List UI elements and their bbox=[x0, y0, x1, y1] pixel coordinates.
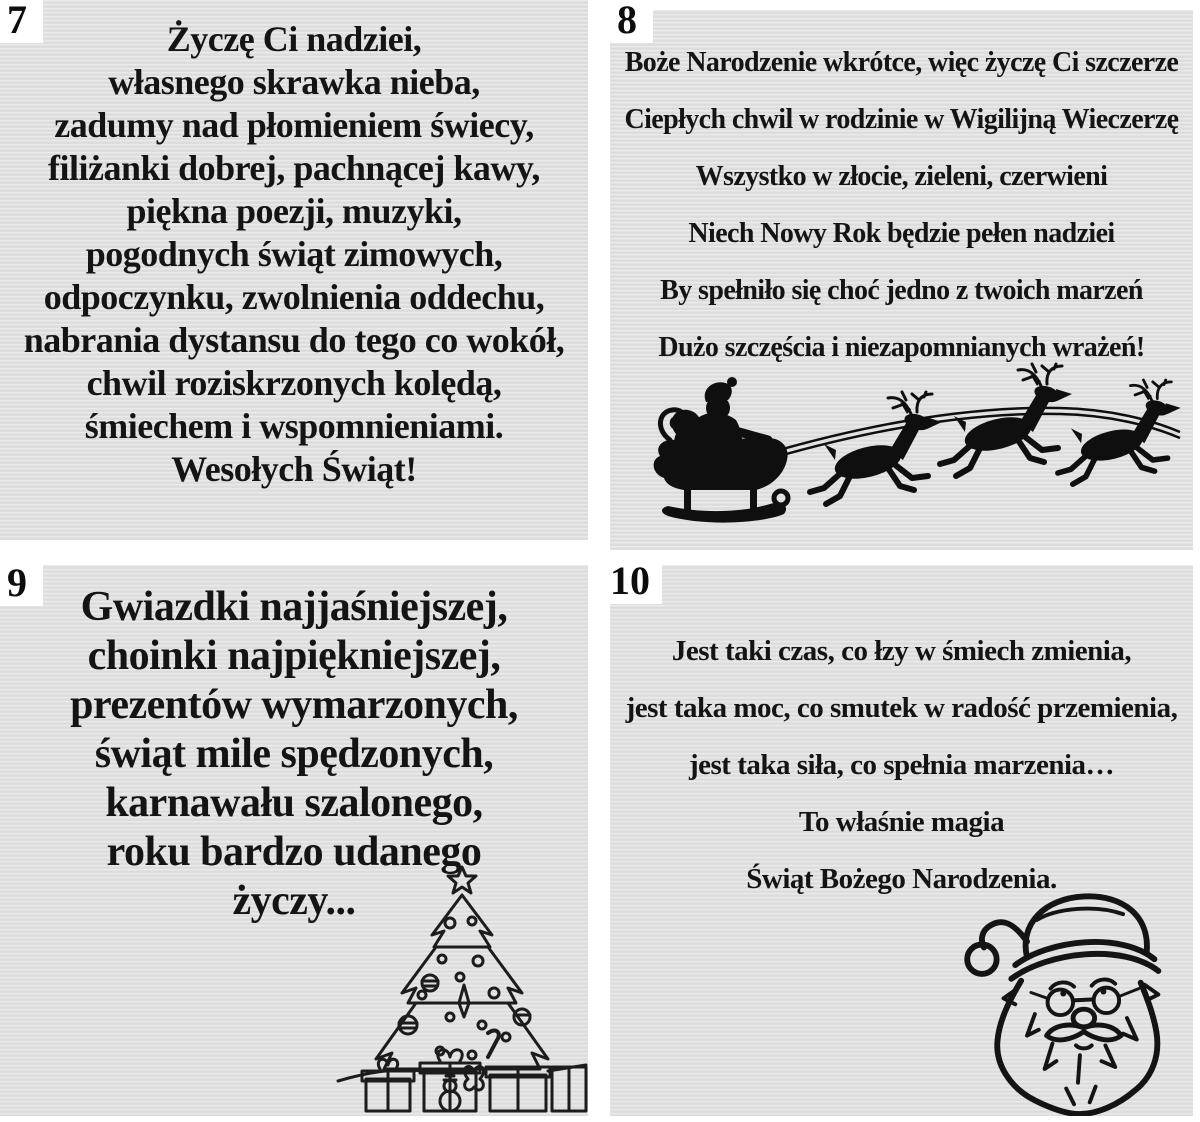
poem-line: zadumy nad płomieniem świecy, bbox=[54, 105, 534, 145]
poem-line: Świąt Bożego Narodzenia. bbox=[746, 863, 1057, 895]
card-number-9: 9 bbox=[0, 563, 43, 606]
santa-head-icon bbox=[956, 871, 1196, 1116]
poem-line: własnego skrawka nieba, bbox=[108, 62, 480, 102]
poem-line: świąt mile spędzonych, bbox=[94, 731, 494, 777]
card-number-8: 8 bbox=[610, 0, 653, 43]
card-number-10: 10 bbox=[603, 561, 662, 604]
poem-line: Wesołych Świąt! bbox=[171, 449, 417, 489]
poem-line: filiżanki dobrej, pachnącej kawy, bbox=[48, 148, 540, 188]
poem-line: Życzę Ci nadziei, bbox=[166, 19, 422, 59]
poem-line: Wszystko w złocie, zieleni, czerwieni bbox=[695, 161, 1108, 192]
poem-line: jest taka siła, co spełnia marzenia… bbox=[688, 749, 1114, 781]
poem-line: śmiechem i wspomnieniami. bbox=[84, 406, 504, 446]
wish-card-9 bbox=[0, 565, 588, 1116]
poem-line: jest taka moc, co smutek w radość przemienia, bbox=[625, 692, 1178, 724]
poem-line: Ciepłych chwil w rodzinie w Wigilijną Wieczerzę bbox=[624, 104, 1179, 135]
poem-line: życzy... bbox=[232, 878, 356, 924]
poem-line: Gwiazdki najjaśniejszej, bbox=[80, 584, 508, 630]
poem-text bbox=[0, 0, 588, 491]
poem-line: Jest taki czas, co łzy w śmiech zmienia, bbox=[671, 635, 1132, 667]
poem-line: Dużo szczęścia i niezapomnianych wrażeń! bbox=[658, 332, 1145, 363]
poem-text bbox=[610, 10, 1193, 376]
wish-card-8 bbox=[610, 10, 1193, 550]
poem-line: pogodnych świąt zimowych, bbox=[85, 234, 503, 274]
christmas-tree-icon bbox=[332, 865, 592, 1115]
poem-line: Niech Nowy Rok będzie pełen nadziei bbox=[688, 218, 1115, 249]
poem-line: Boże Narodzenie wkrótce, więc życzę Ci szczerze bbox=[624, 47, 1179, 78]
poem-line: By spełniło się choć jedno z twoich marzeń bbox=[660, 275, 1143, 306]
poem-line: To właśnie magia bbox=[798, 806, 1005, 838]
poem-line: karnawału szalonego, bbox=[105, 780, 483, 826]
poem-line: prezentów wymarzonych, bbox=[70, 682, 518, 728]
poem-line: odpoczynku, zwolnienia oddechu, bbox=[43, 277, 545, 317]
wish-card-7 bbox=[0, 0, 588, 540]
poem-line: piękna poezji, muzyki, bbox=[126, 191, 462, 231]
card-number-7: 7 bbox=[0, 0, 43, 43]
wish-card-10 bbox=[610, 565, 1193, 1116]
poem-line: nabrania dystansu do tego co wokół, bbox=[23, 320, 565, 360]
poem-line: chwil roziskrzonych kolędą, bbox=[86, 363, 502, 403]
poem-line: choinki najpiękniejszej, bbox=[87, 633, 501, 679]
poem-line: roku bardzo udanego bbox=[106, 829, 482, 875]
poem-text bbox=[610, 565, 1193, 908]
santa-sleigh-reindeer-icon bbox=[640, 360, 1190, 545]
